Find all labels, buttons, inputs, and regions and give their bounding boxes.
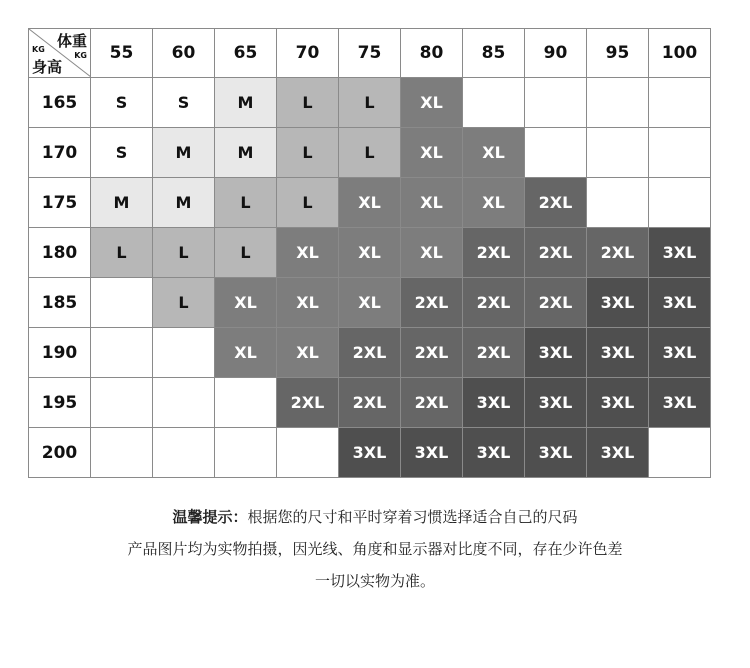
size-cell: XL xyxy=(401,178,463,228)
height-header-cell: 170 xyxy=(29,128,91,178)
size-cell: 3XL xyxy=(401,428,463,478)
notes-block xyxy=(0,506,750,602)
size-cell: L xyxy=(215,178,277,228)
size-cell: 2XL xyxy=(339,328,401,378)
empty-cell xyxy=(649,178,711,228)
height-axis-label: 身高 xyxy=(32,58,63,76)
size-cell: 3XL xyxy=(587,328,649,378)
size-cell: XL xyxy=(277,228,339,278)
size-row xyxy=(29,328,711,378)
empty-cell xyxy=(215,378,277,428)
weight-header-cell: 75 xyxy=(339,29,401,78)
size-cell: M xyxy=(215,128,277,178)
corner-header-cell xyxy=(29,29,91,78)
size-cell: 2XL xyxy=(463,328,525,378)
size-cell: XL xyxy=(277,278,339,328)
size-cell: L xyxy=(277,78,339,128)
weight-axis-label: 体重 xyxy=(56,32,87,50)
size-cell: L xyxy=(91,228,153,278)
size-cell: L xyxy=(153,228,215,278)
weight-header-cell: 65 xyxy=(215,29,277,78)
height-unit-label: KG xyxy=(32,45,45,54)
size-cell: 2XL xyxy=(339,378,401,428)
size-row xyxy=(29,178,711,228)
empty-cell xyxy=(649,78,711,128)
height-header-cell: 165 xyxy=(29,78,91,128)
empty-cell xyxy=(91,278,153,328)
size-cell: 2XL xyxy=(525,278,587,328)
size-chart-body xyxy=(29,78,711,478)
size-cell: XL xyxy=(339,278,401,328)
size-cell: L xyxy=(153,278,215,328)
size-cell: 3XL xyxy=(649,378,711,428)
size-cell: 3XL xyxy=(463,428,525,478)
size-row xyxy=(29,228,711,278)
empty-cell xyxy=(91,428,153,478)
size-cell: 3XL xyxy=(525,328,587,378)
size-cell: L xyxy=(215,228,277,278)
size-row xyxy=(29,428,711,478)
empty-cell xyxy=(91,328,153,378)
weight-header-cell: 80 xyxy=(401,29,463,78)
weight-header-cell: 85 xyxy=(463,29,525,78)
size-cell: L xyxy=(339,128,401,178)
size-cell: M xyxy=(153,178,215,228)
height-header-cell: 175 xyxy=(29,178,91,228)
weight-header-cell: 100 xyxy=(649,29,711,78)
weight-header-cell: 60 xyxy=(153,29,215,78)
empty-cell xyxy=(525,128,587,178)
size-row xyxy=(29,378,711,428)
size-cell: XL xyxy=(401,78,463,128)
empty-cell xyxy=(525,78,587,128)
empty-cell xyxy=(153,428,215,478)
empty-cell xyxy=(649,128,711,178)
empty-cell xyxy=(649,428,711,478)
size-cell: 3XL xyxy=(587,378,649,428)
size-cell: 2XL xyxy=(401,328,463,378)
size-cell: S xyxy=(91,78,153,128)
empty-cell xyxy=(277,428,339,478)
size-cell: 3XL xyxy=(587,428,649,478)
size-cell: 3XL xyxy=(649,228,711,278)
height-header-cell: 180 xyxy=(29,228,91,278)
empty-cell xyxy=(153,328,215,378)
size-cell: 2XL xyxy=(277,378,339,428)
size-cell: XL xyxy=(215,328,277,378)
size-cell: 2XL xyxy=(401,278,463,328)
size-cell: 2XL xyxy=(463,278,525,328)
size-cell: L xyxy=(339,78,401,128)
size-cell: 3XL xyxy=(587,278,649,328)
size-cell: M xyxy=(215,78,277,128)
empty-cell xyxy=(91,378,153,428)
size-cell: 2XL xyxy=(463,228,525,278)
weight-header-cell: 95 xyxy=(587,29,649,78)
size-cell: XL xyxy=(463,128,525,178)
size-cell: 2XL xyxy=(525,228,587,278)
height-header-cell: 190 xyxy=(29,328,91,378)
size-cell: L xyxy=(277,178,339,228)
size-cell: XL xyxy=(339,228,401,278)
size-cell: 3XL xyxy=(525,428,587,478)
weight-header-cell: 90 xyxy=(525,29,587,78)
empty-cell xyxy=(587,128,649,178)
empty-cell xyxy=(587,178,649,228)
size-cell: S xyxy=(153,78,215,128)
size-chart-table xyxy=(28,28,711,478)
weight-header-cell: 70 xyxy=(277,29,339,78)
size-cell: XL xyxy=(401,128,463,178)
size-cell: XL xyxy=(401,228,463,278)
height-header-cell: 200 xyxy=(29,428,91,478)
size-cell: S xyxy=(91,128,153,178)
size-cell: M xyxy=(153,128,215,178)
size-row xyxy=(29,128,711,178)
size-cell: 3XL xyxy=(649,328,711,378)
size-cell: M xyxy=(91,178,153,228)
size-cell: XL xyxy=(277,328,339,378)
size-row xyxy=(29,78,711,128)
size-cell: XL xyxy=(463,178,525,228)
notes-line-2: 产品图片均为实物拍摄，因光线、角度和显示器对比度不同，存在少许色差 xyxy=(127,540,623,558)
size-row xyxy=(29,278,711,328)
empty-cell xyxy=(215,428,277,478)
notes-line-3: 一切以实物为准。 xyxy=(314,572,435,590)
tip-label: 温馨提示： xyxy=(172,508,248,526)
size-cell: 2XL xyxy=(401,378,463,428)
size-cell: 3XL xyxy=(649,278,711,328)
size-cell: 3XL xyxy=(525,378,587,428)
size-cell: 2XL xyxy=(587,228,649,278)
size-cell: 2XL xyxy=(525,178,587,228)
height-header-cell: 195 xyxy=(29,378,91,428)
size-cell: XL xyxy=(339,178,401,228)
height-header-cell: 185 xyxy=(29,278,91,328)
weight-unit-label: KG xyxy=(74,51,87,60)
size-cell: L xyxy=(277,128,339,178)
tip-text: 根据您的尺寸和平时穿着习惯选择适合自己的尺码 xyxy=(247,508,578,526)
size-cell: 3XL xyxy=(339,428,401,478)
size-cell: XL xyxy=(215,278,277,328)
empty-cell xyxy=(153,378,215,428)
weight-header-row xyxy=(29,29,711,78)
empty-cell xyxy=(463,78,525,128)
empty-cell xyxy=(587,78,649,128)
weight-header-cell: 55 xyxy=(91,29,153,78)
size-cell: 3XL xyxy=(463,378,525,428)
notes-line-1 xyxy=(0,506,750,528)
